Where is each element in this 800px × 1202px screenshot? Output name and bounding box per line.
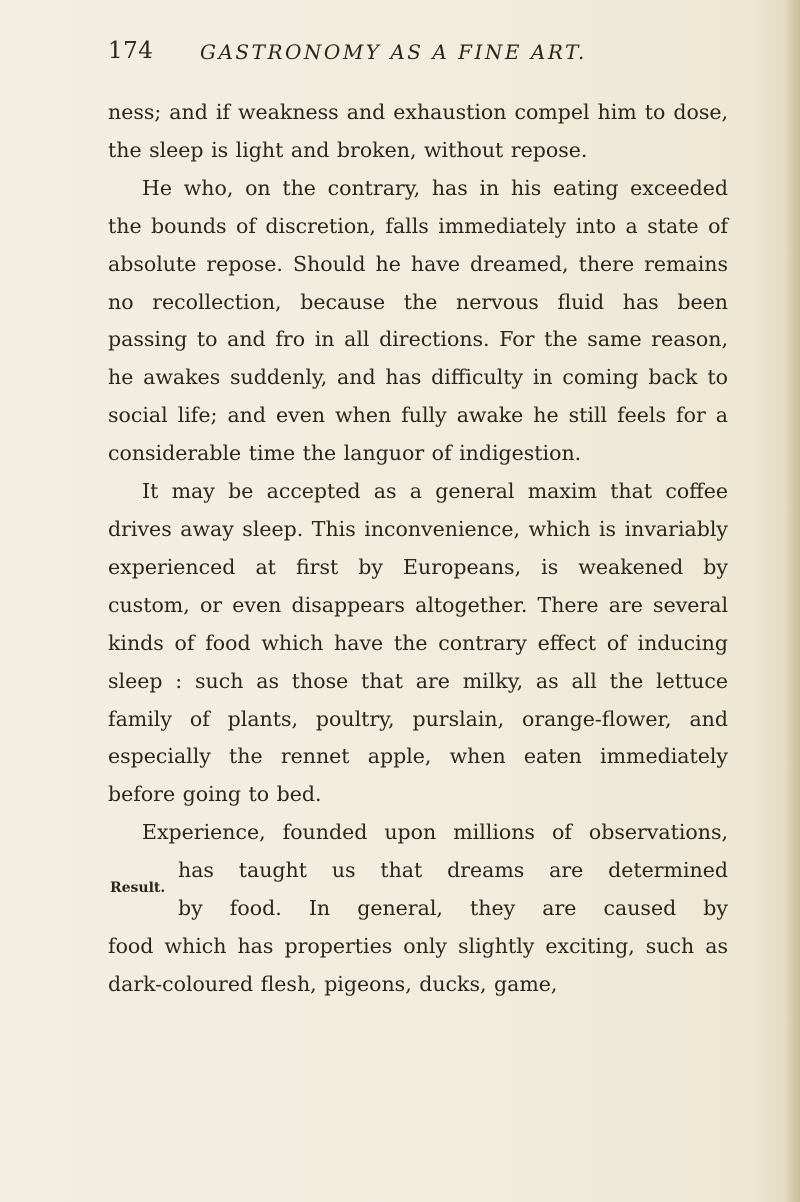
hanging-block bbox=[108, 852, 728, 928]
paragraph-2: He who, on the contrary, has in his eating exceeded the bounds of discretion, falls immediately into a state of absolute repose. Should he have dreamed, there remains no recollection, because the nervous fluid has been passing to and fro in all directions. For the same reason, he awakes suddenly, and has difficulty in coming back to social life; and even when fully awake he still feels for a considerable time the languor of indigestion. bbox=[108, 175, 728, 466]
margin-note: Result. bbox=[110, 880, 166, 897]
page-edge bbox=[786, 0, 800, 1202]
paragraph-4-line-1: Experience, founded upon millions of observations, bbox=[142, 820, 728, 845]
paragraph-4-rest: food which has properties only slightly exciting, such as dark-coloured flesh, pigeons, ducks, game, bbox=[108, 933, 728, 996]
running-title: GASTRONOMY AS A FINE ART. bbox=[200, 40, 587, 64]
paragraph-4 bbox=[108, 814, 728, 1004]
page-header bbox=[108, 38, 748, 74]
body-text bbox=[108, 94, 728, 1004]
paragraph-1: ness; and if weakness and exhaustion compel him to dose, the sleep is light and broken, without repose. bbox=[108, 100, 728, 162]
paragraph-3: It may be accepted as a general maxim that coffee drives away sleep. This inconvenience, which is invariably experienced at first by Europeans, is weakened by custom, or even disappears altogether. There are several kinds of food which have the contrary effect of inducing sleep : such as those that are milky, as all the lettuce family of plants, poultry, purslain, orange-flower, and especially the rennet apple, when eaten immediately before going to bed. bbox=[108, 479, 728, 807]
paragraph-4-line-2: has taught us that dreams are determined bbox=[178, 858, 728, 883]
page-number: 174 bbox=[108, 38, 154, 64]
paragraph-4-line-3: by food. In general, they are caused by bbox=[178, 896, 728, 921]
